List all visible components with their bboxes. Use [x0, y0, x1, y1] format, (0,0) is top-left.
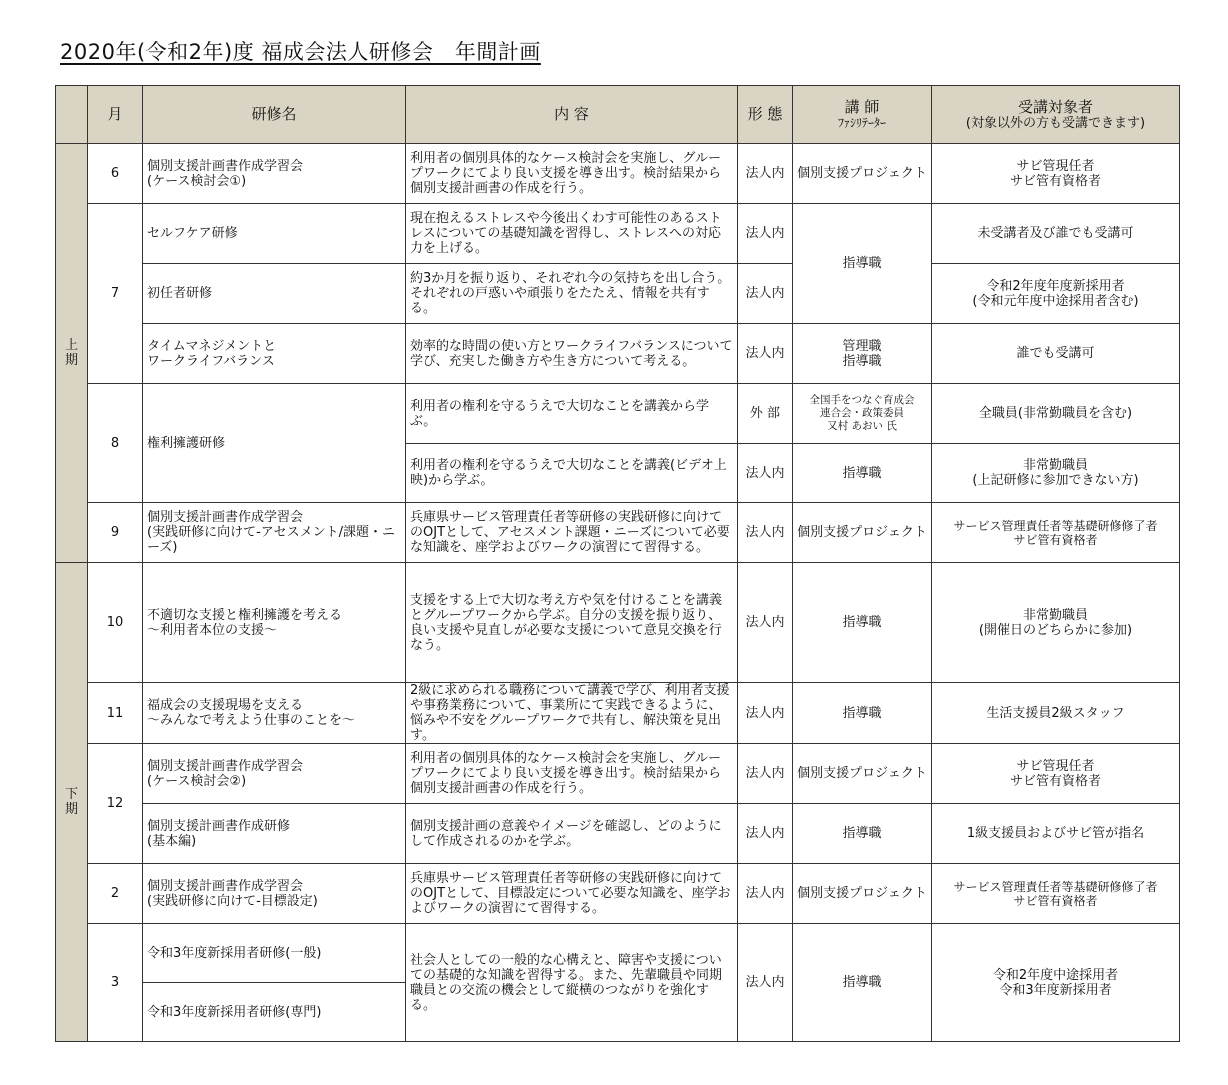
training-name: 福成会の支援現場を支える ～みんなで考えよう仕事のことを～	[143, 683, 406, 744]
table-row	[56, 503, 1180, 563]
target-cell: 非常勤職員 (上記研修に参加できない方)	[932, 444, 1180, 503]
training-name: 個別支援計画書作成学習会 (ケース検討会②)	[143, 744, 406, 804]
training-content: 個別支援計画の意義やイメージを確認し、どのようにして作成されるのかを学ぶ。	[406, 804, 738, 864]
training-form: 法人内	[738, 204, 793, 264]
target-cell: 非常勤職員 (開催日のどちらかに参加)	[932, 563, 1180, 683]
training-name: 個別支援計画書作成学習会 (ケース検討会①)	[143, 144, 406, 204]
month-cell: 6	[88, 144, 143, 204]
table-row	[56, 264, 1180, 324]
month-cell: 12	[88, 744, 143, 864]
training-name: 個別支援計画書作成学習会 (実践研修に向けて-目標設定)	[143, 864, 406, 924]
target-cell: 令和2年度中途採用者 令和3年度新採用者	[932, 924, 1180, 1042]
target-cell: 未受講者及び誰でも受講可	[932, 204, 1180, 264]
header-row	[56, 86, 1180, 144]
training-form: 法人内	[738, 264, 793, 324]
training-name: 令和3年度新採用者研修(専門)	[143, 983, 406, 1042]
period-second-half: 下 期	[56, 563, 88, 1042]
table-row	[56, 144, 1180, 204]
training-name: タイムマネジメントと ワークライフバランス	[143, 324, 406, 384]
table-row	[56, 744, 1180, 804]
instructor-cell: 指導職	[793, 444, 932, 503]
training-name: セルフケア研修	[143, 204, 406, 264]
training-name: 令和3年度新採用者研修(一般)	[143, 924, 406, 983]
month-cell: 8	[88, 384, 143, 503]
instructor-cell: 個別支援プロジェクト	[793, 744, 932, 804]
page-title: 2020年(令和2年)度 福成会法人研修会 年間計画	[60, 40, 541, 64]
training-content: 社会人としての一般的な心構えと、障害や支援についての基礎的な知識を習得する。また、先輩職員や同期職員との交流の機会として縦横のつながりを強化する。	[406, 924, 738, 1042]
training-form: 法人内	[738, 683, 793, 744]
training-form: 法人内	[738, 744, 793, 804]
training-name: 個別支援計画書作成学習会 (実践研修に向けて-アセスメント/課題・ニーズ)	[143, 503, 406, 563]
header-target-label: 受講対象者	[1017, 97, 1093, 116]
instructor-cell: 指導職	[793, 563, 932, 683]
instructor-cell: 指導職	[793, 924, 932, 1042]
training-name: 権利擁護研修	[143, 384, 406, 503]
target-cell: サービス管理責任者等基礎研修修了者 サビ管有資格者	[932, 864, 1180, 924]
month-cell: 11	[88, 683, 143, 744]
training-form: 外 部	[738, 384, 793, 444]
target-cell: 1級支援員およびサビ管が指名	[932, 804, 1180, 864]
target-cell: 全職員(非常勤職員を含む)	[932, 384, 1180, 444]
month-cell: 9	[88, 503, 143, 563]
table-row	[56, 204, 1180, 264]
target-cell: 生活支援員2級スタッフ	[932, 683, 1180, 744]
training-plan-table	[55, 85, 1180, 1042]
training-form: 法人内	[738, 324, 793, 384]
training-content: 兵庫県サービス管理責任者等研修の実践研修に向けてのOJTとして、アセスメント課題・ニーズについて必要な知識を、座学およびワークの演習にて習得する。	[406, 503, 738, 563]
training-content: 現在抱えるストレスや今後出くわす可能性のあるストレスについての基礎知識を習得し、ストレスへの対応力を上げる。	[406, 204, 738, 264]
training-name: 個別支援計画書作成研修 (基本編)	[143, 804, 406, 864]
training-content: 利用者の個別具体的なケース検討会を実施し、グループワークにてより良い支援を導き出す。検討結果から個別支援計画書の作成を行う。	[406, 144, 738, 204]
table-row	[56, 804, 1180, 864]
training-content: 利用者の個別具体的なケース検討会を実施し、グループワークにてより良い支援を導き出す。検討結果から個別支援計画書の作成を行う。	[406, 744, 738, 804]
instructor-cell: 個別支援プロジェクト	[793, 144, 932, 204]
header-instructor-label: 講 師	[844, 98, 880, 116]
month-cell: 3	[88, 924, 143, 1042]
instructor-cell: 全国手をつなぐ育成会 連合会・政策委員 又村 あおい 氏	[793, 384, 932, 444]
header-name: 研修名	[143, 86, 406, 144]
training-form: 法人内	[738, 864, 793, 924]
month-cell: 10	[88, 563, 143, 683]
table-row	[56, 924, 1180, 983]
instructor-cell: 個別支援プロジェクト	[793, 864, 932, 924]
training-form: 法人内	[738, 144, 793, 204]
training-content: 約3か月を振り返り、それぞれ今の気持ちを出し合う。それぞれの戸惑いや頑張りをたたえ、情報を共有する。	[406, 264, 738, 324]
target-cell: サビ管現任者 サビ管有資格者	[932, 144, 1180, 204]
table-row	[56, 384, 1180, 444]
training-form: 法人内	[738, 804, 793, 864]
header-target	[932, 86, 1180, 144]
training-form: 法人内	[738, 563, 793, 683]
target-cell: サービス管理責任者等基礎研修修了者 サビ管有資格者	[932, 503, 1180, 563]
instructor-cell: 指導職	[793, 204, 932, 324]
training-name: 初任者研修	[143, 264, 406, 324]
target-cell: サビ管現任者 サビ管有資格者	[932, 744, 1180, 804]
training-name: 不適切な支援と権利擁護を考える ～利用者本位の支援～	[143, 563, 406, 683]
period-first-half: 上 期	[56, 144, 88, 563]
month-cell: 7	[88, 204, 143, 384]
table-row	[56, 683, 1180, 744]
instructor-cell: 個別支援プロジェクト	[793, 503, 932, 563]
header-content: 内 容	[406, 86, 738, 144]
training-content: 効率的な時間の使い方とワークライフバランスについて学び、充実した働き方や生き方について考える。	[406, 324, 738, 384]
instructor-cell: 指導職	[793, 804, 932, 864]
table-row	[56, 563, 1180, 683]
month-cell: 2	[88, 864, 143, 924]
training-content: 利用者の権利を守るうえで大切なことを講義から学ぶ。	[406, 384, 738, 444]
training-content: 2級に求められる職務について講義で学び、利用者支援や事務業務について、事業所にて実践できるように、悩みや不安をグループワークで共有し、解決策を見出す。	[406, 683, 738, 744]
table-row	[56, 324, 1180, 384]
header-month: 月	[88, 86, 143, 144]
header-period	[56, 86, 88, 144]
target-cell: 令和2年度年度新採用者 (令和元年度中途採用者含む)	[932, 264, 1180, 324]
instructor-cell: 指導職	[793, 683, 932, 744]
header-form: 形 態	[738, 86, 793, 144]
instructor-cell: 管理職 指導職	[793, 324, 932, 384]
table-row	[56, 864, 1180, 924]
training-form: 法人内	[738, 444, 793, 503]
training-form: 法人内	[738, 924, 793, 1042]
target-cell: 誰でも受講可	[932, 324, 1180, 384]
training-form: 法人内	[738, 503, 793, 563]
training-content: 利用者の権利を守るうえで大切なことを講義(ビデオ上映)から学ぶ。	[406, 444, 738, 503]
header-instructor-sub: ﾌｧｼﾘﾃｰﾀｰ	[837, 116, 886, 130]
training-content: 支援をする上で大切な考え方や気を付けることを講義とグループワークから学ぶ。自分の支援を振り返り、良い支援や見直しが必要な支援について意見交換を行なう。	[406, 563, 738, 683]
header-instructor	[793, 86, 932, 144]
training-content: 兵庫県サービス管理責任者等研修の実践研修に向けてのOJTとして、目標設定について必要な知識を、座学およびワークの演習にて習得する。	[406, 864, 738, 924]
header-target-sub: (対象以外の方も受講できます)	[965, 115, 1146, 131]
